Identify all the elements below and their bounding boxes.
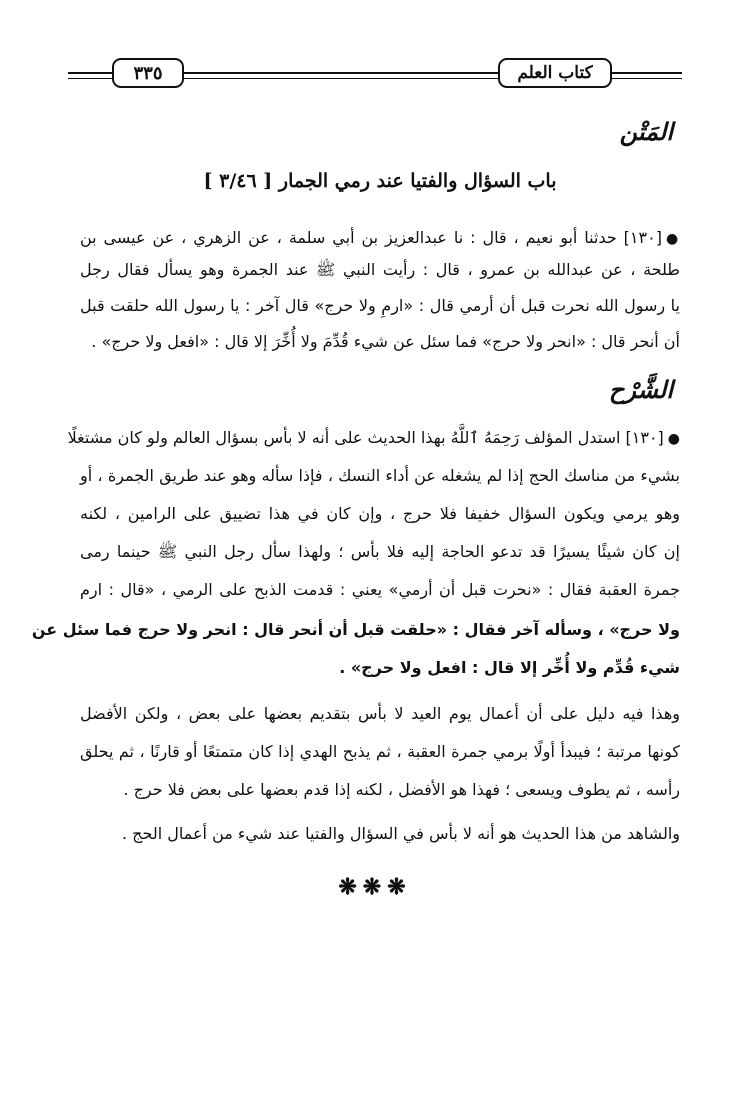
body-line: وهذا فيه دليل على أن أعمال يوم العيد لا بأس بتقديم بعضها على بعض ، ولكن الأفضل bbox=[80, 704, 680, 723]
sharh-label: الشَّرْح bbox=[608, 375, 673, 404]
sharh-line: إن كان شيئًا يسيرًا قد تدعو الحاجة إليه فلا بأس ؛ ولهذا سأل رجل النبي ﷺ حينما رمى bbox=[80, 542, 680, 561]
bullet-icon: ● bbox=[667, 431, 680, 447]
body-line: كونها مرتبة ؛ فيبدأ أولًا برمي جمرة العقبة ، ثم يذبح الهدي إذا كان متمتعًا أو قارنًا ، ثم يحلق bbox=[80, 742, 680, 761]
book-title: كتاب العلم bbox=[498, 58, 612, 88]
hadith-line: طلحة ، عن عبدالله بن عمرو ، قال : رأيت النبي ﷺ عند الجمرة وهو يسأل فقال رجل bbox=[80, 260, 680, 279]
section-separator: ❋❋❋ bbox=[338, 874, 412, 900]
hadith-line bbox=[80, 226, 680, 251]
body-line: رأسه ، ثم يطوف ويسعى ؛ فهذا هو الأفضل ، لكنه إذا قدم بعضها على بعض فلا حرج . bbox=[123, 780, 680, 799]
hadith-line: أن أنحر قال : «انحر ولا حرج» فما سئل عن شيء قُدِّمَ ولا أُخِّرَ إلا قال : «افعل ولا حرج» . bbox=[91, 332, 680, 351]
matn-label: المَتْن bbox=[619, 117, 673, 146]
sharh-line: شيء قُدِّم ولا أُخِّر إلا قال : افعل ولا حرج» . bbox=[339, 658, 680, 677]
page-number: ٣٣٥ bbox=[112, 58, 184, 88]
sharh-line: وهو يرمي ويكون السؤال خفيفا فلا حرج ، وإن كان في هذا تضييق على الرامين ، لكنه bbox=[80, 504, 680, 523]
hadith-line: يا رسول الله نحرت قبل أن أرمي قال : «ارمِ ولا حرج» قال آخر : يا رسول الله حلقت قبل bbox=[80, 296, 680, 315]
conclusion-line: والشاهد من هذا الحديث هو أنه لا بأس في السؤال والفتيا عند شيء من أعمال الحج . bbox=[122, 824, 680, 843]
sharh-line bbox=[67, 426, 680, 451]
running-header bbox=[68, 54, 682, 92]
bullet-icon: ● bbox=[665, 231, 681, 247]
sharh-line-text: [١٣٠] استدل المؤلف رَحِمَهُ ٱللَّهُ بهذا الحديث على أنه لا بأس بسؤال العالم ولو كان مشتغلًا bbox=[67, 428, 664, 447]
hadith-line-text: [١٣٠] حدثنا أبو نعيم ، قال : نا عبدالعزيز بن أبي سلمة ، عن الزهري ، عن عيسى بن bbox=[80, 228, 662, 247]
sharh-line: بشيء من مناسك الحج إذا لم يشغله عن أداء النسك ، فإذا سأله وهو عند طريق الجمرة ، أو bbox=[80, 466, 680, 485]
sharh-line: جمرة العقبة فقال : «نحرت قبل أن أرمي» يعني : قدمت الذبح على الرمي ، «قال : ارم bbox=[80, 580, 680, 599]
chapter-title: [ ٣/٤٦ ] باب السؤال والفتيا عند رمي الجمار bbox=[203, 170, 557, 192]
sharh-line: ولا حرج» ، وسأله آخر فقال : «حلقت قبل أن أنحر قال : انحر ولا حرج فما سئل عن bbox=[31, 620, 680, 639]
